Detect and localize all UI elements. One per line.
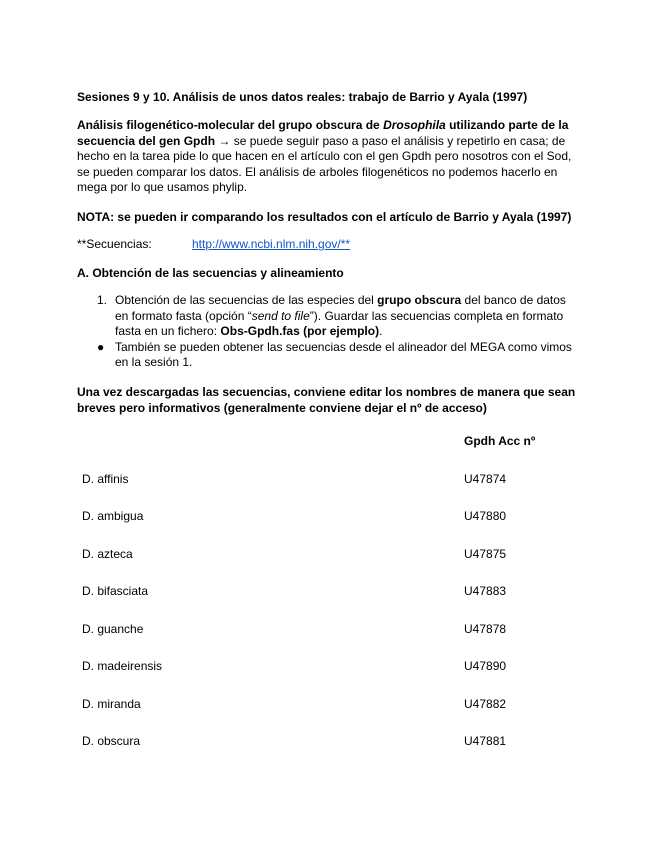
accession-cell: U47890 [464, 659, 507, 673]
table-row [82, 509, 582, 525]
list-bold: Obs-Gpdh.fas (por ejemplo) [220, 324, 380, 338]
accession-cell: U47874 [464, 472, 507, 486]
species-cell: D. ambigua [82, 509, 144, 523]
list-italic: send to file [251, 308, 310, 323]
accession-cell: U47880 [464, 509, 507, 523]
accession-cell: U47883 [464, 584, 507, 598]
species-cell: D. azteca [82, 547, 133, 561]
nota-paragraph: NOTA: se pueden ir comparando los resultados con el artículo de Barrio y Ayala (1997) [77, 210, 572, 224]
table-row [82, 547, 582, 563]
list-item [97, 340, 582, 371]
accession-cell: U47878 [464, 622, 507, 636]
table-header-acc: Gpdh Acc nº [464, 434, 536, 448]
secuencias-label: **Secuencias: [77, 237, 152, 251]
species-cell: D. affinis [82, 472, 129, 486]
page-title: Sesiones 9 y 10. Análisis de unos datos reales: trabajo de Barrio y Ayala (1997) [77, 90, 528, 104]
list-bold: grupo obscura [377, 293, 462, 307]
table-row [82, 697, 582, 713]
section-a-heading: A. Obtención de las secuencias y alineamiento [77, 266, 344, 280]
intro-bold-b: utilizando parte de la secuencia del gen Gpdh [77, 118, 569, 148]
list-marker: 1. [97, 293, 108, 307]
species-cell: D. obscura [82, 734, 141, 748]
accession-cell: U47875 [464, 547, 507, 561]
table-row [82, 734, 582, 750]
intro-rest: → se puede seguir paso a paso el análisis y repetirlo en casa; de hecho en la tarea pide lo que hacen en el artículo con el gen Gpdh pero nosotros con el Sod, se pueden comparar los datos. El análisis de arboles filogenéticos no podemos hacerlo en mega por lo que usamos phylip. [77, 133, 572, 194]
species-cell: D. guanche [82, 622, 144, 636]
table-row [82, 622, 582, 638]
species-cell: D. madeirensis [82, 659, 163, 673]
species-cell: D. bifasciata [82, 584, 149, 598]
table-row [82, 472, 582, 488]
list-text: ”). Guardar las secuencias completa en formato fasta en un fichero: [115, 308, 564, 338]
list-item [97, 293, 582, 340]
list-text: Obtención de las secuencias de las especies del [115, 293, 378, 307]
table-row [82, 584, 582, 600]
intro-genus: Drosophila [383, 118, 446, 132]
bullet-icon: ● [97, 339, 105, 354]
accession-cell: U47881 [464, 734, 507, 748]
intro-paragraph [77, 118, 582, 196]
species-cell: D. miranda [82, 697, 141, 711]
edit-names-note: Una vez descargadas las secuencias, conviene editar los nombres de manera que sean breves pero informativos (generalmente conviene dejar el nº de acceso) [77, 385, 576, 415]
list-text: del banco de datos en formato fasta (opción “ [115, 293, 566, 323]
list-text: . [379, 324, 383, 338]
secuencias-line [77, 237, 582, 253]
accession-cell: U47882 [464, 697, 507, 711]
intro-bold-a: Análisis filogenético-molecular del grupo obscura de [77, 118, 384, 132]
list-text: También se pueden obtener las secuencias desde el alineador del MEGA como vimos en la sesión 1. [115, 339, 572, 369]
steps-list [97, 293, 582, 371]
ncbi-link[interactable]: http://www.ncbi.nlm.nih.gov/** [192, 237, 351, 251]
table-row [82, 659, 582, 675]
